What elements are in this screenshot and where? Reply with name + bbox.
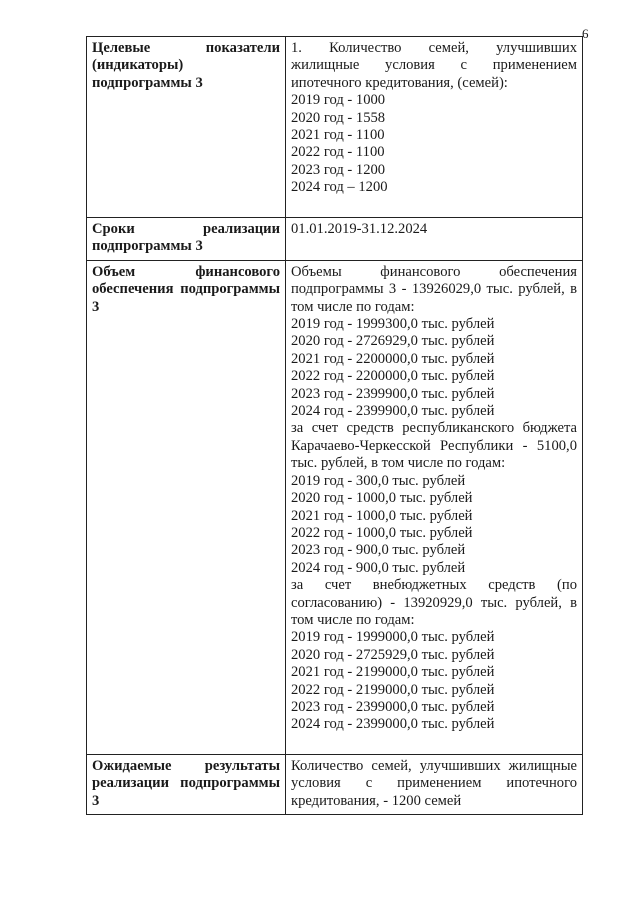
indicators-label: Целевые показатели (индикаторы) подпрограммы 3 <box>87 37 286 218</box>
subprogram-passport-table <box>86 36 583 815</box>
finance-extra-year: 2024 год - 2399000,0 тыс. рублей <box>291 716 495 733</box>
finance-republic-year: 2021 год - 1000,0 тыс. рублей <box>291 507 473 524</box>
finance-total-year: 2023 год - 2399900,0 тыс. рублей <box>291 385 495 402</box>
indicators-year: 2024 год – 1200 <box>291 179 388 196</box>
table-row-results <box>87 754 583 814</box>
finance-republic-year: 2019 год - 300,0 тыс. рублей <box>291 472 466 489</box>
finance-republic-year: 2024 год - 900,0 тыс. рублей <box>291 559 466 576</box>
period-label: Сроки реализации подпрограммы 3 <box>87 218 286 261</box>
finance-extra-year: 2020 год - 2725929,0 тыс. рублей <box>291 646 495 663</box>
table-row-period <box>87 218 583 261</box>
finance-total-year: 2022 год - 2200000,0 тыс. рублей <box>291 368 495 385</box>
finance-extra-year: 2023 год - 2399000,0 тыс. рублей <box>291 698 495 715</box>
indicators-year: 2023 год - 1200 <box>291 161 386 178</box>
finance-republic-intro: за счет средств республиканского бюджета Карачаево-Черкесской Республики - 5100,0 тыс. рублей, в том числе по годам: <box>291 420 577 472</box>
finance-value <box>286 260 583 754</box>
indicators-year: 2019 год - 1000 <box>291 92 386 109</box>
results-label: Ожидаемые результаты реализации подпрограммы 3 <box>87 754 286 814</box>
table-row-finance <box>87 260 583 754</box>
results-value: Количество семей, улучшивших жилищные условия с применением ипотечного кредитования, - 1200 семей <box>286 754 583 814</box>
indicators-year: 2020 год - 1558 <box>291 109 386 126</box>
finance-total-year: 2019 год - 1999300,0 тыс. рублей <box>291 316 495 333</box>
table-row-indicators <box>87 37 583 218</box>
indicators-value <box>286 37 583 218</box>
indicators-year: 2021 год - 1100 <box>291 127 385 144</box>
indicators-intro: 1. Количество семей, улучшивших жилищные условия с применением ипотечного кредитования, (семей): <box>291 40 577 91</box>
finance-extra-year: 2021 год - 2199000,0 тыс. рублей <box>291 664 495 681</box>
finance-total-year: 2020 год - 2726929,0 тыс. рублей <box>291 333 495 350</box>
finance-total-intro: Объемы финансового обеспечения подпрограммы 3 - 13926029,0 тыс. рублей, в том числе по годам: <box>291 263 577 315</box>
finance-republic-year: 2023 год - 900,0 тыс. рублей <box>291 542 466 559</box>
finance-extra-intro: за счет внебюджетных средств (по согласованию) - 13920929,0 тыс. рублей, в том числе по годам: <box>291 577 577 628</box>
finance-republic-year: 2022 год - 1000,0 тыс. рублей <box>291 524 473 541</box>
indicators-year: 2022 год - 1100 <box>291 144 385 161</box>
page-number: 6 <box>582 26 589 41</box>
finance-total-year: 2021 год - 2200000,0 тыс. рублей <box>291 350 495 367</box>
finance-total-year: 2024 год - 2399900,0 тыс. рублей <box>291 403 495 420</box>
finance-extra-year: 2022 год - 2199000,0 тыс. рублей <box>291 681 495 698</box>
finance-label: Объем финансового обеспечения подпрограммы 3 <box>87 260 286 754</box>
finance-republic-year: 2020 год - 1000,0 тыс. рублей <box>291 490 473 507</box>
period-value: 01.01.2019-31.12.2024 <box>286 218 583 261</box>
finance-extra-year: 2019 год - 1999000,0 тыс. рублей <box>291 629 495 646</box>
